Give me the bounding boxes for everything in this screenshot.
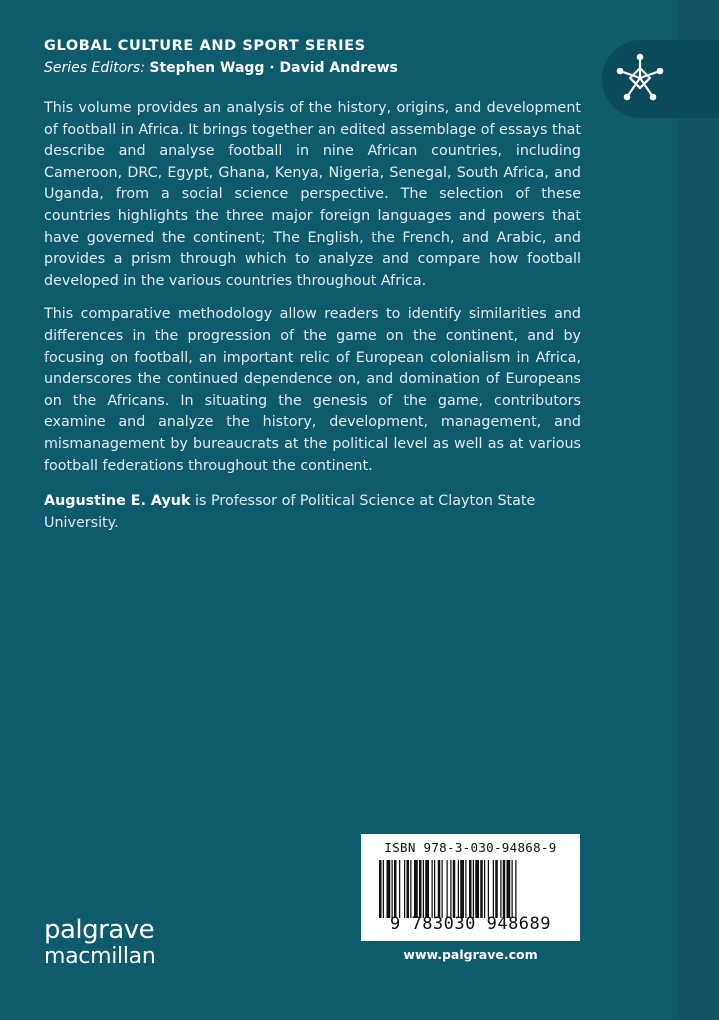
- barcode: [379, 860, 562, 918]
- isbn-barcode-box: [361, 834, 580, 969]
- publisher-line-2: macmillan: [44, 944, 156, 969]
- back-cover-description: [44, 98, 581, 546]
- description-paragraph-1: This volume provides an analysis of the history, origins, and development of football in Africa. It brings together an edited assemblage of essays that describe and analyse football in nine African countries, including Cameroon, DRC, Egypt, Ghana, Kenya, Nigeria, Senegal, South Africa, and Uganda, from a social science perspective. The selection of these countries highlights the three major foreign languages and powers that have governed the continent; The English, the French, and Arabic, and provides a prism through which to analyze and compare how football developed in the various countries throughout Africa.: [44, 100, 581, 289]
- series-title: GLOBAL CULTURE AND SPORT SERIES: [44, 38, 366, 54]
- series-editors-names: Stephen Wagg · David Andrews: [149, 60, 398, 76]
- author-bio-text: is Professor of Political Science at Clayton State University.: [44, 493, 536, 531]
- author-name: Augustine E. Ayuk: [44, 493, 191, 510]
- description-paragraph-2: This comparative methodology allow readers to identify similarities and differences in the progression of the game on the continent, and by focusing on football, an important relic of European colonialism in Africa, underscores the continued dependence on, and domination of Europeans on the Africans. In situating the genesis of the game, contributors examine and analyze the history, development, management, and mismanagement by bureaucrats at the political level as well as at various football federations throughout the continent.: [44, 306, 581, 474]
- series-editors: [44, 60, 398, 76]
- spine-edge: [677, 0, 719, 1020]
- publisher-logo: [44, 916, 156, 970]
- series-editors-label: Series Editors:: [44, 60, 145, 76]
- barcode-digits: 9 783030 948689: [389, 914, 552, 934]
- publisher-line-1: palgrave: [44, 915, 155, 945]
- publisher-url: www.palgrave.com: [361, 941, 580, 969]
- logo-tab: [602, 40, 719, 118]
- author-bio: [44, 491, 581, 534]
- isbn-label: ISBN 978-3-030-94868-9: [384, 840, 557, 855]
- palgrave-star-icon: [616, 51, 666, 107]
